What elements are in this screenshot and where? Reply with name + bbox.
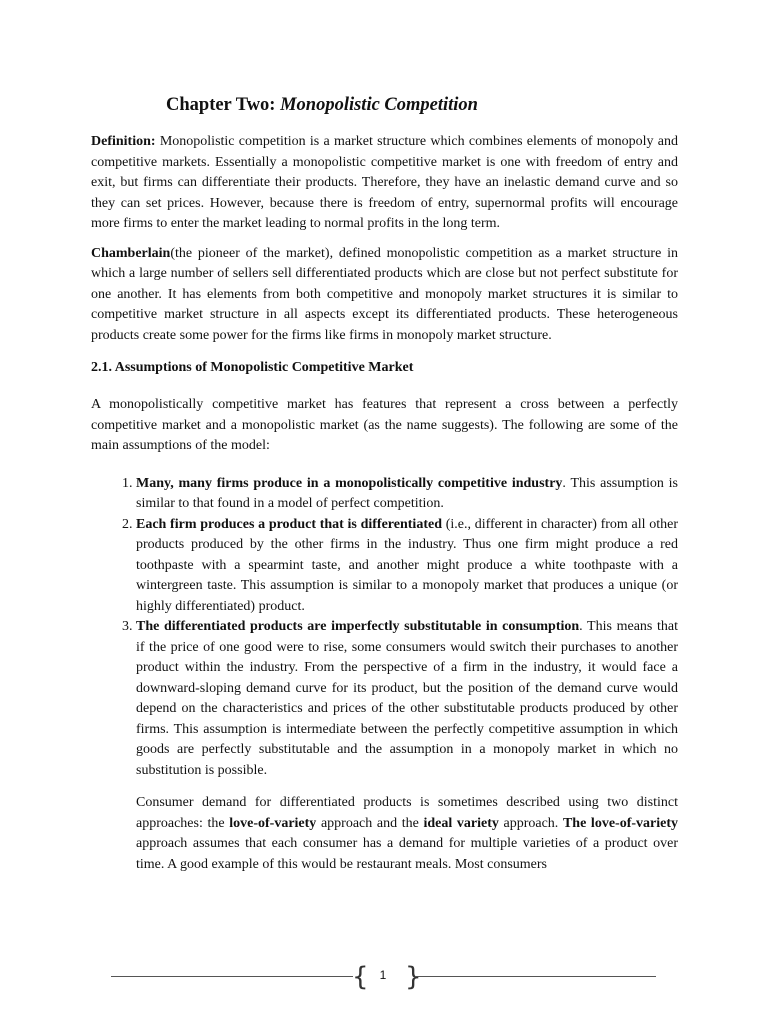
definition-paragraph <box>91 132 678 235</box>
chapter-title: Chapter Two: Monopolistic Competition <box>166 95 478 115</box>
chamberlain-paragraph <box>91 244 678 347</box>
section-heading: 2.1. Assumptions of Monopolistic Competitive Market <box>91 360 414 375</box>
chapter-title-emph: Monopolistic Competition <box>280 95 478 115</box>
chamberlain-label: Chamberlain <box>91 245 171 261</box>
definition-text: Monopolistic competition is a market structure which combines elements of monopoly and competitive markets. Essentially a monopolistic competitive market is one with freedom of entry and exit, but firms can differentiate their products. Therefore, they have an inelastic demand curve and so they can set prices. However, because there is freedom of entry, supernormal profits will encourage more firms to enter the market leading to normal profits in the long term. <box>91 134 679 231</box>
footer-rule-left <box>111 976 353 977</box>
document-page <box>91 90 678 875</box>
left-brace-icon: { <box>352 962 369 992</box>
intro-paragraph: A monopolistically competitive market has features that represent a cross between a perfectly competitive market and a monopolistic market (as the name suggests). The following are some of the main assumptions of the model: <box>91 397 678 453</box>
list-item: 3. The differentiated products are imperfectly substitutable in consumption. This means that if the price of one good were to rise, some consumers would switch their purchases to another product within the industry. From the perspective of a firm in the industry, it would face a downward-sloping demand curve for its product, but the position of the demand curve would depend on the characteristics and prices of the other substitutable products produced by other firms. This assumption is intermediate between the perfectly competitive assumption in which goods are perfectly substitutable and the assumption in a monopoly market in which no substitution is possible. <box>136 617 678 781</box>
list-item: 2. Each firm produces a product that is differentiated (i.e., different in character) from all other products produced by the other firms in the industry. Thus one firm might produce a red toothpaste with a spearmint taste, and another might produce a white toothpaste with a wintergreen taste. This assumption is similar to a monopoly market that produces a unique (or highly differentiated) product. <box>136 515 678 618</box>
page-footer <box>111 962 656 992</box>
list-item: 1. Many, many firms produce in a monopolistically competitive industry. This assumption is similar to that found in a model of perfect competition. <box>136 474 678 515</box>
page-number: 1 <box>379 968 387 982</box>
definition-label: Definition: <box>91 134 156 149</box>
assumptions-list <box>91 474 678 782</box>
right-brace-icon: } <box>405 962 422 992</box>
chamberlain-text: (the pioneer of the market), defined monopolistic competition as a market structure in which a large number of sellers sell differentiated products which are close but not perfect substitute for one another. It has elements from both competitive and monopoly market structures it is similar to competitive market structure in all aspects except its differentiated products. These heterogeneous products create some power for the firms like firms in monopoly market structure. <box>91 245 678 343</box>
footer-rule-right <box>415 976 656 977</box>
consumer-demand-paragraph: Consumer demand for differentiated products is sometimes described using two distinct approaches: the love-of-variety approach and the ideal variety approach. The love-of-variety approach assumes that each consumer has a demand for multiple varieties of a product over time. A good example of this would be restaurant meals. Most consumers <box>136 795 678 872</box>
